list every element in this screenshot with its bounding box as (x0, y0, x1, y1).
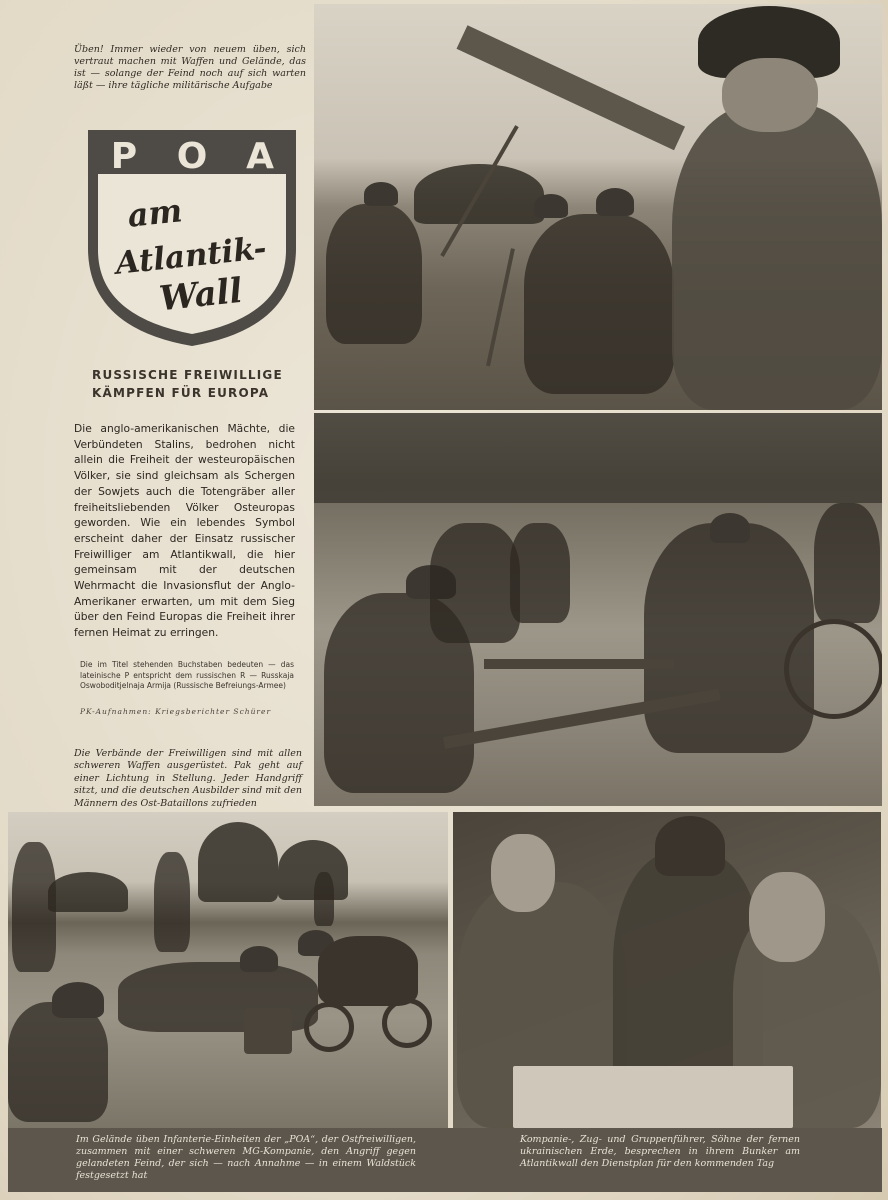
pak-caption: Die Verbände der Freiwilligen sind mit allen schweren Waffen ausgerüstet. Pak geht auf einer Lichtung in Stellung. Jeder Handgriff sitzt, und die deutschen Ausbilder sind mit den Männern des Ost-Bataillons zufrieden (74, 748, 302, 809)
title-letters-note: Die im Titel stehenden Buchstaben bedeuten — das lateinische P entspricht dem russischen R — Russkaja Oswoboditjelnaja Armija (Russische Befreiungs-Armee) (80, 660, 294, 690)
logo-letter-a: A (246, 136, 274, 177)
logo-letter-p: P (110, 136, 138, 177)
photo-credit: PK-Aufnahmen: Kriegsberichter Schürer (80, 707, 272, 716)
photo-mg-company (8, 812, 448, 1128)
logo-letter-o: O (176, 136, 208, 177)
photo-bunker-briefing (453, 812, 881, 1128)
intro-caption: Üben! Immer wieder von neuem üben, sich vertraut machen mit Waffen und Gelände, das ist — solange der Feind noch auf sich warten läßt — ihre tägliche militärische Aufgabe (74, 44, 306, 91)
article-body: Die anglo-amerikanischen Mächte, die Verbündeten Stalins, bedrohen nicht allein die Freiheit der westeuropäischen Völker, sie sind gleichsam als Schergen der Sowjets auch die Totengräber aller freiheitsliebenden Völker Osteuropas geworden. Wie ein lebendes Symbol erscheint daher der Einsatz russischer Freiwilliger am Atlantikwall, die hier gemeinsam mit der deutschen Wehrmacht die Invasionsflut der Anglo-Amerikaner erwarten, um mit dem Sieg über den Feind Europas die Freiheit ihrer fernen Heimat zu erringen. (74, 422, 295, 640)
subtitle-line-2: KÄMPFEN FÜR EUROPA (92, 386, 270, 400)
photo-officer-signalling (314, 4, 882, 410)
subtitle-line-1: RUSSISCHE FREIWILLIGE (92, 368, 283, 382)
poa-shield-logo (84, 128, 300, 350)
photo-pak-gun-crew (314, 413, 882, 806)
logo-script-atlantik: Atlantik- (113, 230, 269, 282)
article-subtitle (92, 366, 292, 402)
mg-company-caption: Im Gelände üben Infanterie-Einheiten der „POA“, der Ostfreiwilligen, zusammen mit einer schweren MG-Kompanie, den Angriff gegen gelandeten Feind, der sich — nach Annahme — in einem Waldstück festgesetzt hat (76, 1134, 416, 1181)
bunker-briefing-caption: Kompanie-, Zug- und Gruppenführer, Söhne der fernen ukrainischen Erde, besprechen in ihrem Bunker am Atlantikwall den Dienstplan für den kommenden Tag (520, 1134, 800, 1169)
logo-script-wall: Wall (157, 270, 245, 320)
logo-script-am: am (125, 191, 184, 235)
